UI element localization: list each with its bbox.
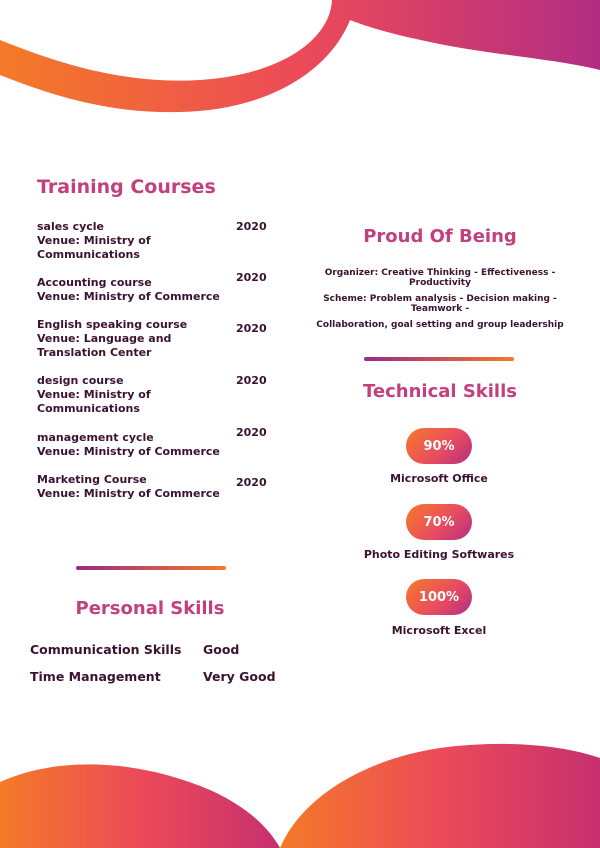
course-venue: Venue: Ministry of Communications xyxy=(37,234,151,261)
top-wave-decoration xyxy=(0,0,600,118)
course-year: 2020 xyxy=(236,476,267,489)
technical-skill-name: Microsoft Office xyxy=(390,472,488,485)
course-item xyxy=(37,276,237,304)
technical-skills-title: Technical Skills xyxy=(363,381,517,402)
proud-of-being-title: Proud Of Being xyxy=(363,226,517,247)
technical-skill-name: Photo Editing Softwares xyxy=(363,548,515,561)
personal-skill-level: Good xyxy=(203,642,240,657)
course-venue: Venue: Ministry of Commerce xyxy=(37,290,220,303)
course-venue: Venue: Language and Translation Center xyxy=(37,332,172,359)
technical-divider xyxy=(364,357,514,361)
personal-skill-level: Very Good xyxy=(203,669,276,684)
course-item xyxy=(37,374,237,416)
course-item xyxy=(37,318,237,360)
bottom-wave-decoration xyxy=(0,730,600,848)
skill-percent-badge: 90% xyxy=(406,428,472,464)
course-year: 2020 xyxy=(236,271,267,284)
course-name: Accounting course xyxy=(37,276,152,289)
skill-percent-badge: 70% xyxy=(406,504,472,540)
course-year: 2020 xyxy=(236,374,267,387)
personal-skills-title: Personal Skills xyxy=(75,598,225,619)
proud-line: Organizer: Creative Thinking - Effectiveness - Productivity xyxy=(324,268,556,288)
course-year: 2020 xyxy=(236,322,267,335)
course-venue: Venue: Ministry of Commerce xyxy=(37,445,220,458)
technical-skill-name: Microsoft Excel xyxy=(391,624,487,637)
course-name: Marketing Course xyxy=(37,473,147,486)
course-item xyxy=(37,431,237,459)
course-name: design course xyxy=(37,374,124,387)
personal-skill-name: Time Management xyxy=(30,669,161,684)
course-item xyxy=(37,220,237,262)
course-name: English speaking course xyxy=(37,318,188,331)
personal-skill-name: Communication Skills xyxy=(30,642,182,657)
course-year: 2020 xyxy=(236,426,267,439)
course-year: 2020 xyxy=(236,220,267,233)
skill-percent-badge: 100% xyxy=(406,579,472,615)
training-courses-title: Training Courses xyxy=(37,176,216,198)
course-name: management cycle xyxy=(37,431,154,444)
course-item xyxy=(37,473,237,501)
proud-line: Collaboration, goal setting and group leadership xyxy=(316,320,564,330)
course-name: sales cycle xyxy=(37,220,105,233)
course-venue: Venue: Ministry of Commerce xyxy=(37,487,220,500)
proud-line: Scheme: Problem analysis - Decision making - Teamwork - xyxy=(323,294,557,314)
course-venue: Venue: Ministry of Communications xyxy=(37,388,151,415)
personal-divider xyxy=(76,566,226,570)
